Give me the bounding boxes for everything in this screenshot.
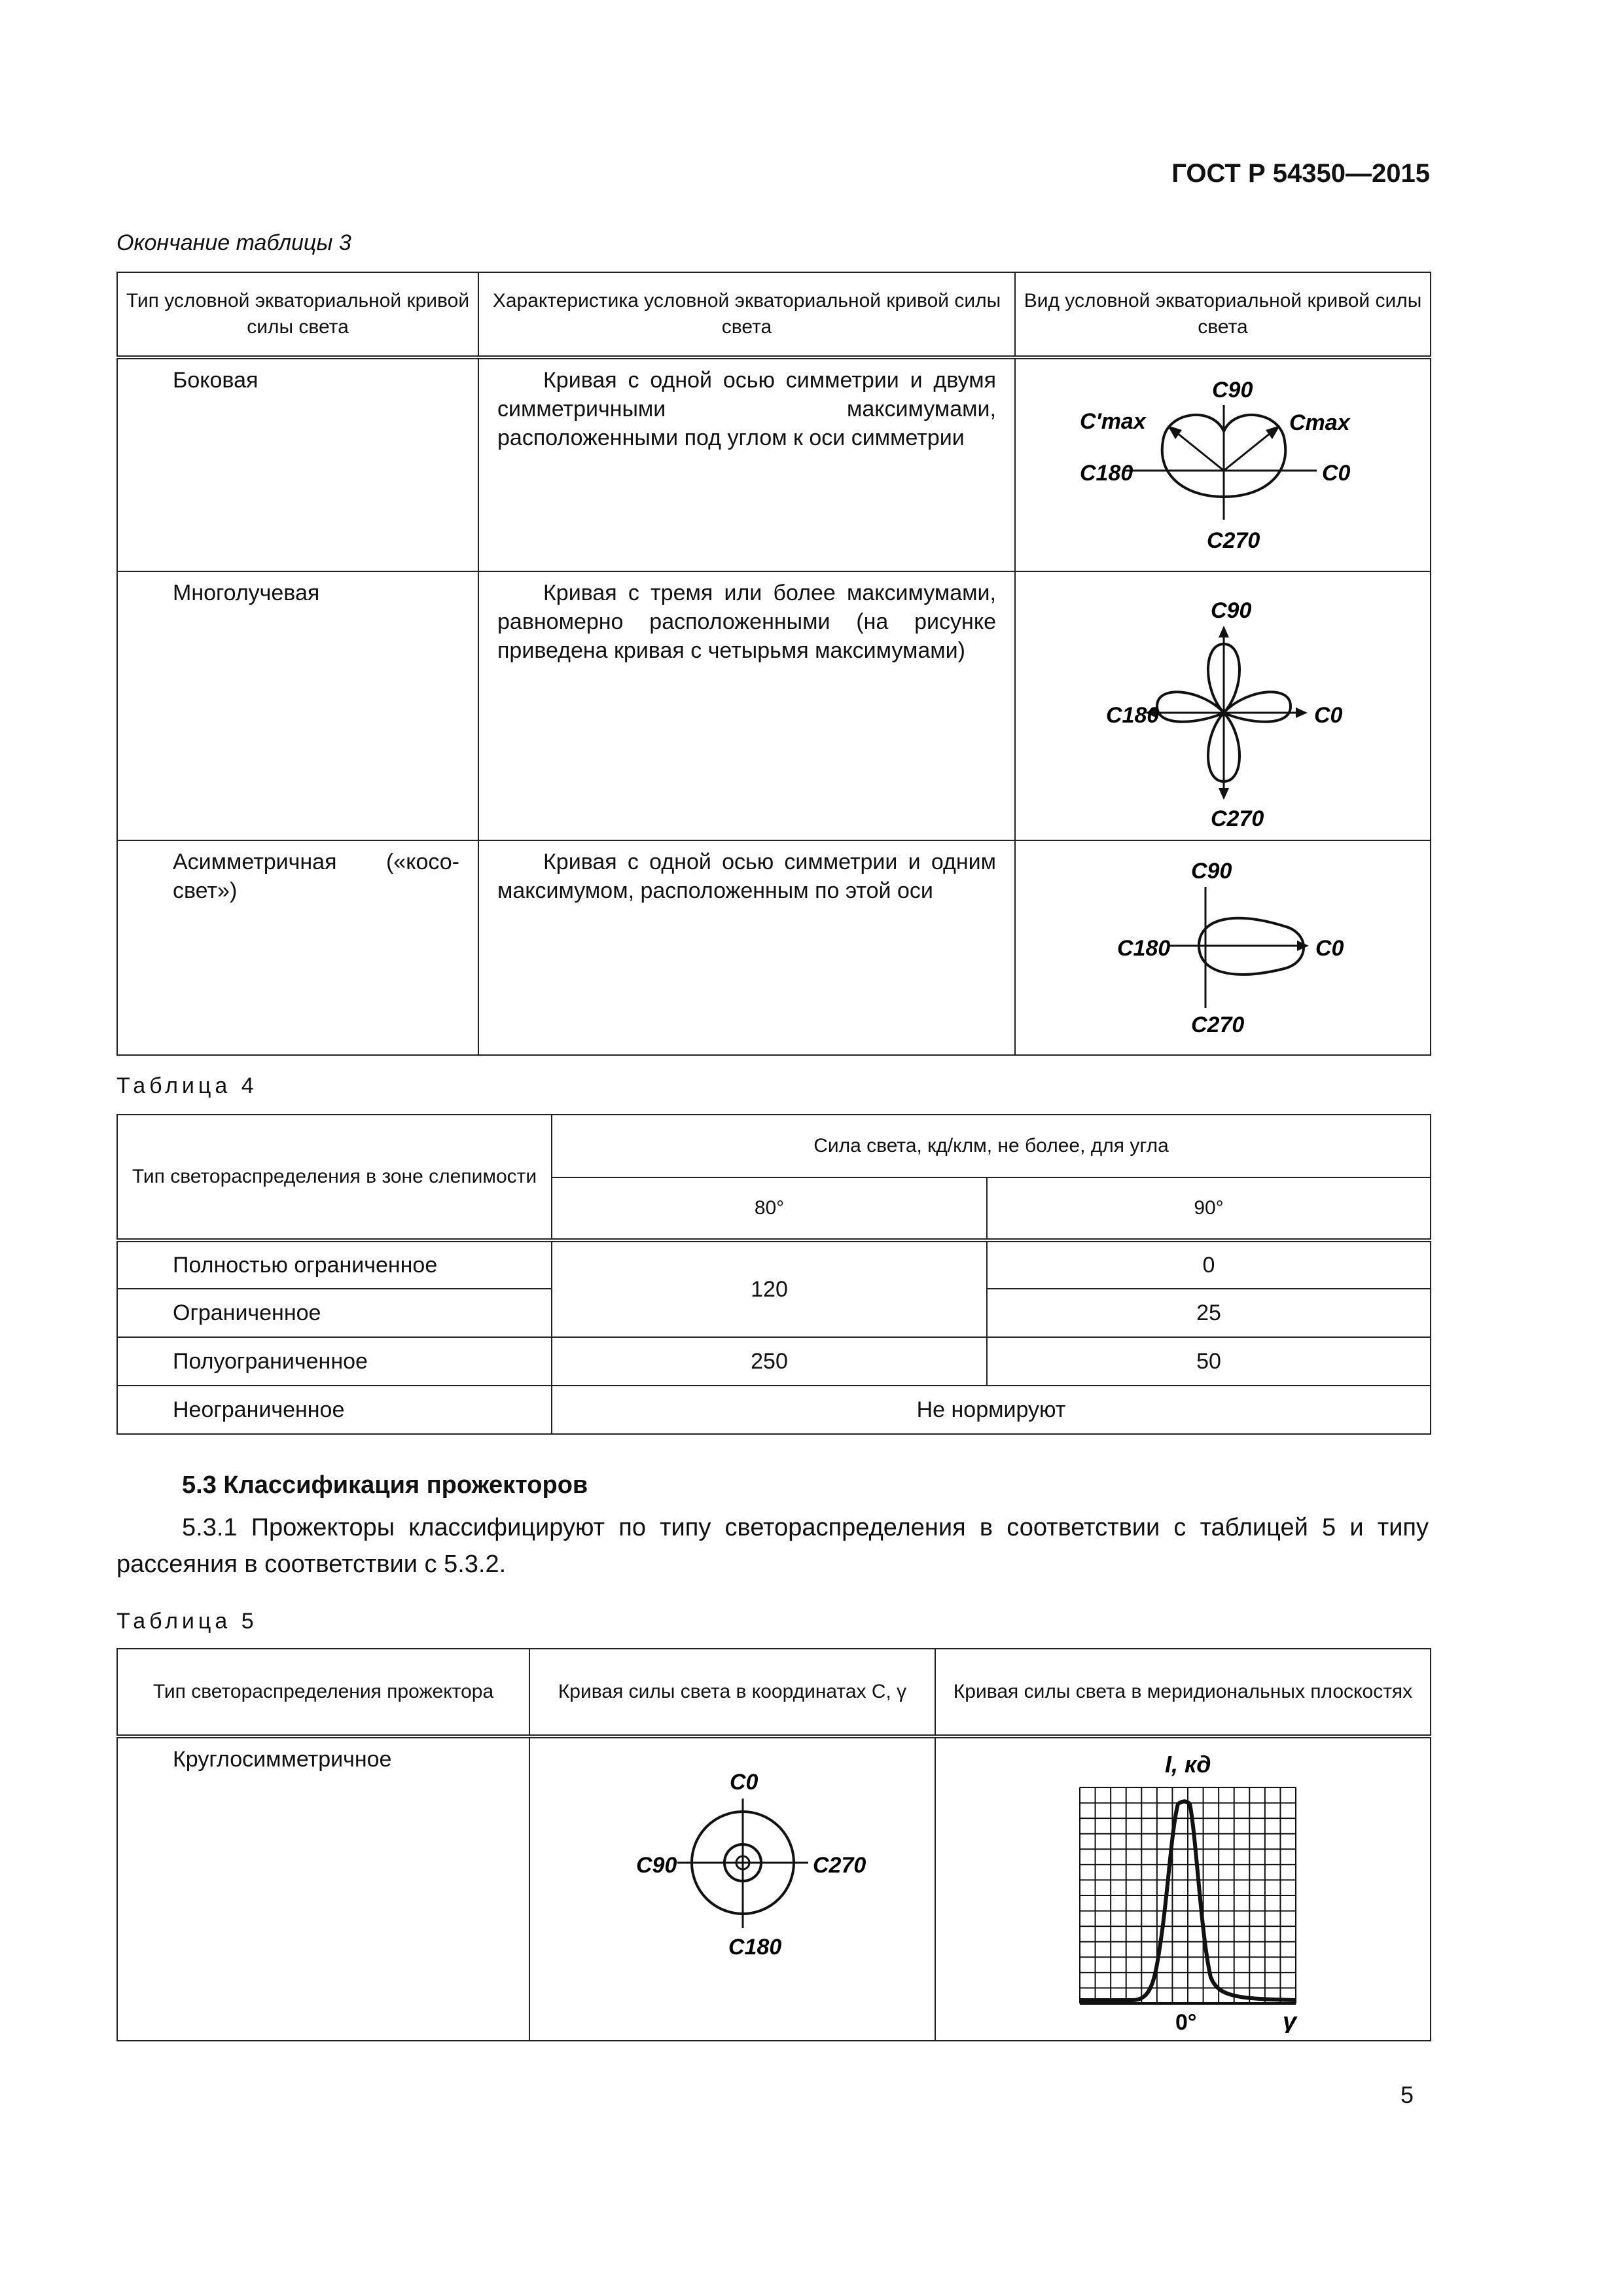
row-type: Полностью ограниченное <box>173 1253 438 1278</box>
label-cmax: Cmax <box>1289 410 1350 435</box>
table5-header-type: Тип светораспределения прожектора <box>117 1649 529 1736</box>
cell-80: 250 <box>552 1337 987 1386</box>
label-c270: C270 <box>813 1853 866 1878</box>
table5-header-cgamma: Кривая силы света в координатах C, γ <box>529 1649 935 1736</box>
graph-grid <box>1080 1787 1296 2003</box>
cell-90: 25 <box>987 1289 1431 1337</box>
circular-symmetric-diagram <box>530 1738 936 2033</box>
label-c0: C0 <box>1314 703 1343 728</box>
table3-caption: Окончание таблицы 3 <box>116 230 351 255</box>
table4-header-type: Тип светораспределения в зоне слепимости <box>117 1115 552 1240</box>
table4-header-80: 80° <box>552 1177 987 1240</box>
row-description: Кривая с одной осью симметрии и двумя симметричными максимумами, расположенными под углом к оси симметрии <box>497 368 996 450</box>
x-zero-label: 0° <box>1175 2010 1197 2033</box>
table-row <box>117 1240 1431 1289</box>
meridional-curve-graph <box>936 1738 1431 2033</box>
asymmetric-curve-diagram <box>1016 841 1431 1047</box>
paragraph-text: 5.3.1 Прожекторы классифицируют по типу светораспределения в соответствии с таблицей 5 и типу рассеяния в соответствии с 5.3.2. <box>116 1514 1429 1578</box>
table3-header-description: Характеристика условной экваториальной кривой силы света <box>478 272 1015 357</box>
table3-header-view: Вид условной экваториальной кривой силы света <box>1015 272 1431 357</box>
cell-80: 120 <box>552 1240 987 1337</box>
row-type: Многолучевая <box>173 581 320 605</box>
section-paragraph <box>116 1509 1429 1583</box>
table-row <box>117 1386 1431 1434</box>
cell-90: 50 <box>987 1337 1431 1386</box>
table3-header-type: Тип условной экваториальной кривой силы света <box>117 272 478 357</box>
table3 <box>116 272 1431 1056</box>
table4 <box>116 1114 1431 1435</box>
label-c180: C180 <box>1080 461 1133 486</box>
label-c0: C0 <box>730 1770 758 1795</box>
page-number: 5 <box>1400 2081 1414 2108</box>
cell-merged: Не нормируют <box>552 1386 1431 1434</box>
label-c180: C180 <box>1117 936 1171 961</box>
label-c90: C90 <box>1211 598 1252 623</box>
document-code: ГОСТ Р 54350—2015 <box>1171 159 1430 188</box>
label-c0: C0 <box>1322 461 1351 486</box>
table5 <box>116 1648 1431 2041</box>
table-row <box>117 571 1431 840</box>
row-type: Полуограниченное <box>173 1349 368 1374</box>
row-type: Круглосимметричное <box>173 1747 392 1772</box>
row-description: Кривая с одной осью симметрии и одним максимумом, расположенным по этой оси <box>497 850 996 903</box>
table-row <box>117 1337 1431 1386</box>
label-c180: C180 <box>728 1935 782 1960</box>
table-row <box>117 357 1431 571</box>
cell-90: 0 <box>987 1240 1431 1289</box>
label-cmax-prime: C′max <box>1080 409 1146 434</box>
x-axis-label: γ <box>1283 2008 1297 2033</box>
row-type: Асимметричная («косо-свет») <box>173 850 459 903</box>
label-c90: C90 <box>1191 859 1232 884</box>
section-title: 5.3 Классификация прожекторов <box>182 1471 588 1499</box>
table5-header-meridional: Кривая силы света в меридиональных плоскостях <box>935 1649 1431 1736</box>
table4-caption: Таблица 4 <box>116 1073 258 1098</box>
label-c90: C90 <box>636 1853 677 1878</box>
table-row <box>117 840 1431 1055</box>
label-c270: C270 <box>1207 528 1260 553</box>
row-type: Неограниченное <box>173 1397 345 1422</box>
row-type: Боковая <box>173 368 259 393</box>
lateral-curve-diagram <box>1016 359 1431 564</box>
table4-header-90: 90° <box>987 1177 1431 1240</box>
label-c270: C270 <box>1191 1013 1245 1037</box>
table4-header-force: Сила света, кд/клм, не более, для угла <box>552 1115 1431 1177</box>
y-axis-label: I, кд <box>1165 1751 1211 1778</box>
row-description: Кривая с тремя или более максимумами, равномерно расположенными (на рисунке приведена кривая с четырьмя максимумами) <box>497 581 996 663</box>
table-row <box>117 1736 1431 2041</box>
table5-caption: Таблица 5 <box>116 1609 258 1634</box>
multibeam-curve-diagram <box>1016 572 1431 833</box>
label-c180: C180 <box>1106 703 1160 728</box>
label-c270: C270 <box>1211 806 1264 831</box>
label-c0: C0 <box>1315 936 1344 961</box>
row-type: Ограниченное <box>173 1300 321 1325</box>
label-c90: C90 <box>1212 378 1253 403</box>
